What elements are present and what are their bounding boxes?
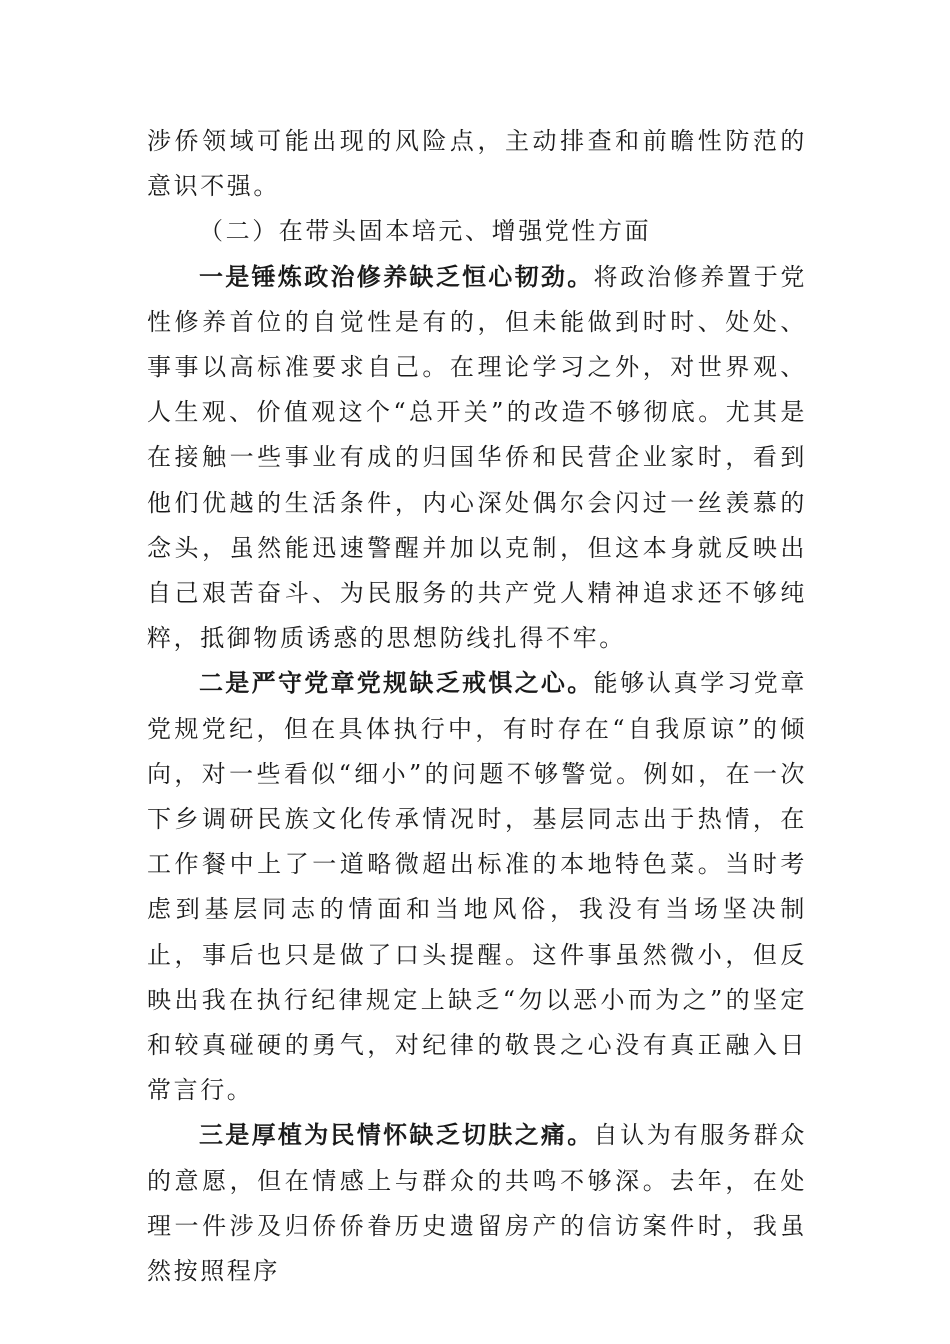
paragraph-party-discipline bbox=[147, 661, 807, 1113]
section-heading: （二）在带头固本培元、增强党性方面 bbox=[199, 217, 652, 246]
paragraph-people-sentiment bbox=[147, 1113, 807, 1294]
paragraph-text: 将政治修养置于党性修养首位的自觉性是有的，但未能做到时时、处处、事事以高标准要求自己。在理论学习之外，对世界观、人生观、价值观这个“总开关”的改造不够彻底。尤其是在接触一些事业有成的归国华侨和民营企业家时，看到他们优越的生活条件，内心深处偶尔会闪过一丝羡慕的念头，虽然能迅速警醒并加以克制，但这本身就反映出自己艰苦奋斗、为民服务的共产党人精神追求还不够纯粹，抵御物质诱惑的思想防线扎得不牢。 bbox=[147, 262, 807, 653]
paragraph-text: 涉侨领域可能出现的风险点，主动排查和前瞻性防范的意识不强。 bbox=[147, 127, 807, 201]
paragraph-continuation bbox=[147, 119, 807, 209]
paragraph-lead-heading: 一是锤炼政治修养缺乏恒心韧劲。 bbox=[199, 262, 594, 291]
paragraph-text: 能够认真学习党章党规党纪，但在具体执行中，有时存在“自我原谅”的倾向，对一些看似“细小”的问题不够警觉。例如，在一次下乡调研民族文化传承情况时，基层同志出于热情，在工作餐中上了一道略微超出标准的本地特色菜。当时考虑到基层同志的情面和当地风俗，我没有当场坚决制止，事后也只是做了口头提醒。这件事虽然微小，但反映出我在执行纪律规定上缺乏“勿以恶小而为之”的坚定和较真碰硬的勇气，对纪律的敬畏之心没有真正融入日常言行。 bbox=[147, 669, 807, 1105]
paragraph-lead-heading: 三是厚植为民情怀缺乏切肤之痛。 bbox=[199, 1121, 594, 1150]
paragraph-text: 自认为有服务群众的意愿，但在情感上与群众的共鸣不够深。去年，在处理一件涉及归侨侨眷历史遗留房产的信访案件时，我虽然按照程序 bbox=[147, 1121, 807, 1286]
document-body bbox=[147, 119, 807, 1294]
paragraph-lead-heading: 二是严守党章党规缺乏戒惧之心。 bbox=[199, 669, 594, 698]
paragraph-political-cultivation bbox=[147, 255, 807, 662]
